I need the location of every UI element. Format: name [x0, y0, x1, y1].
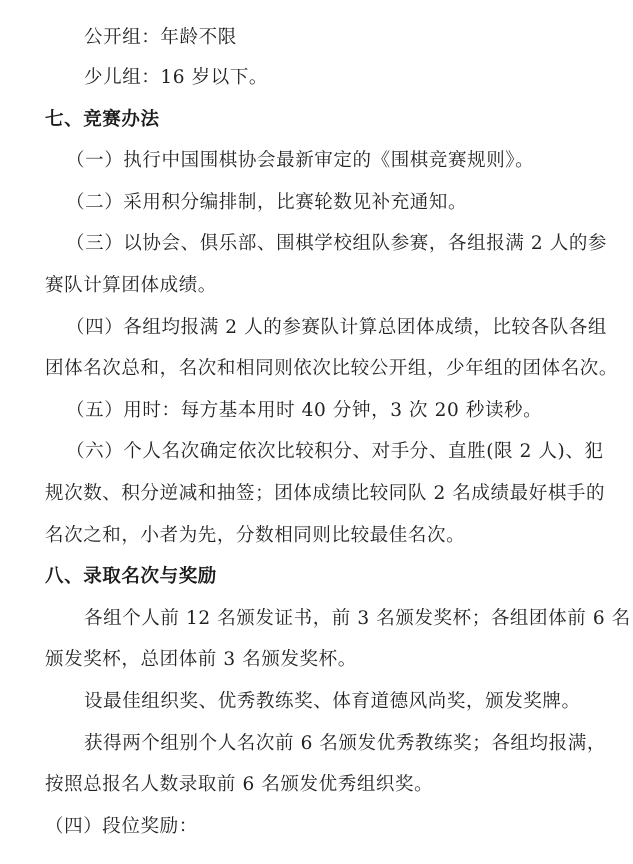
section-8-heading: 八、录取名次与奖励 — [45, 566, 217, 587]
rule-item-3-line-1: （三）以协会、俱乐部、围棋学校组队参赛，各组报满 2 人的参 — [66, 233, 608, 254]
rule-item-6-line-3: 名次之和，小者为先，分数相同则比较最佳名次。 — [45, 525, 466, 546]
award-para-3-line-2: 按照总报名人数录取前 6 名颁发优秀组织奖。 — [45, 774, 434, 795]
award-para-2: 设最佳组织奖、优秀教练奖、体育道德风尚奖，颁发奖牌。 — [84, 691, 581, 712]
section-7-heading: 七、竞赛办法 — [45, 109, 160, 130]
rule-item-4-line-2: 团体名次总和，名次和相同则依次比较公开组，少年组的团体名次。 — [45, 358, 619, 379]
award-para-3-line-1: 获得两个组别个人名次前 6 名颁发优秀教练奖；各组均报满， — [84, 733, 606, 754]
rule-item-6-line-2: 规次数、积分逆减和抽签；团体成绩比较同队 2 名成绩最好棋手的 — [45, 483, 606, 504]
rule-item-1: （一）执行中国围棋协会最新审定的《围棋竞赛规则》。 — [66, 150, 535, 171]
rule-item-5: （五）用时：每方基本用时 40 分钟，3 次 20 秒读秒。 — [66, 400, 543, 421]
rule-item-3-line-2: 赛队计算团体成绩。 — [45, 275, 217, 296]
rule-item-6-line-1: （六）个人名次确定依次比较积分、对手分、直胜(限 2 人)、犯 — [66, 441, 604, 462]
award-para-1-line-2: 颁发奖杯，总团体前 3 名颁发奖杯。 — [45, 649, 357, 670]
youth-group-line: 少儿组：16 岁以下。 — [84, 67, 269, 88]
dan-rank-award-subheading: （四）段位奖励： — [45, 816, 198, 837]
rule-item-4-line-1: （四）各组均报满 2 人的参赛队计算总团体成绩，比较各队各组 — [66, 317, 608, 338]
open-group-line: 公开组：年龄不限 — [84, 27, 237, 48]
award-para-1-line-1: 各组个人前 12 名颁发证书，前 3 名颁发奖杯；各组团体前 6 名 — [84, 608, 631, 629]
rule-item-2: （二）采用积分编排制，比赛轮数见补充通知。 — [66, 192, 468, 213]
